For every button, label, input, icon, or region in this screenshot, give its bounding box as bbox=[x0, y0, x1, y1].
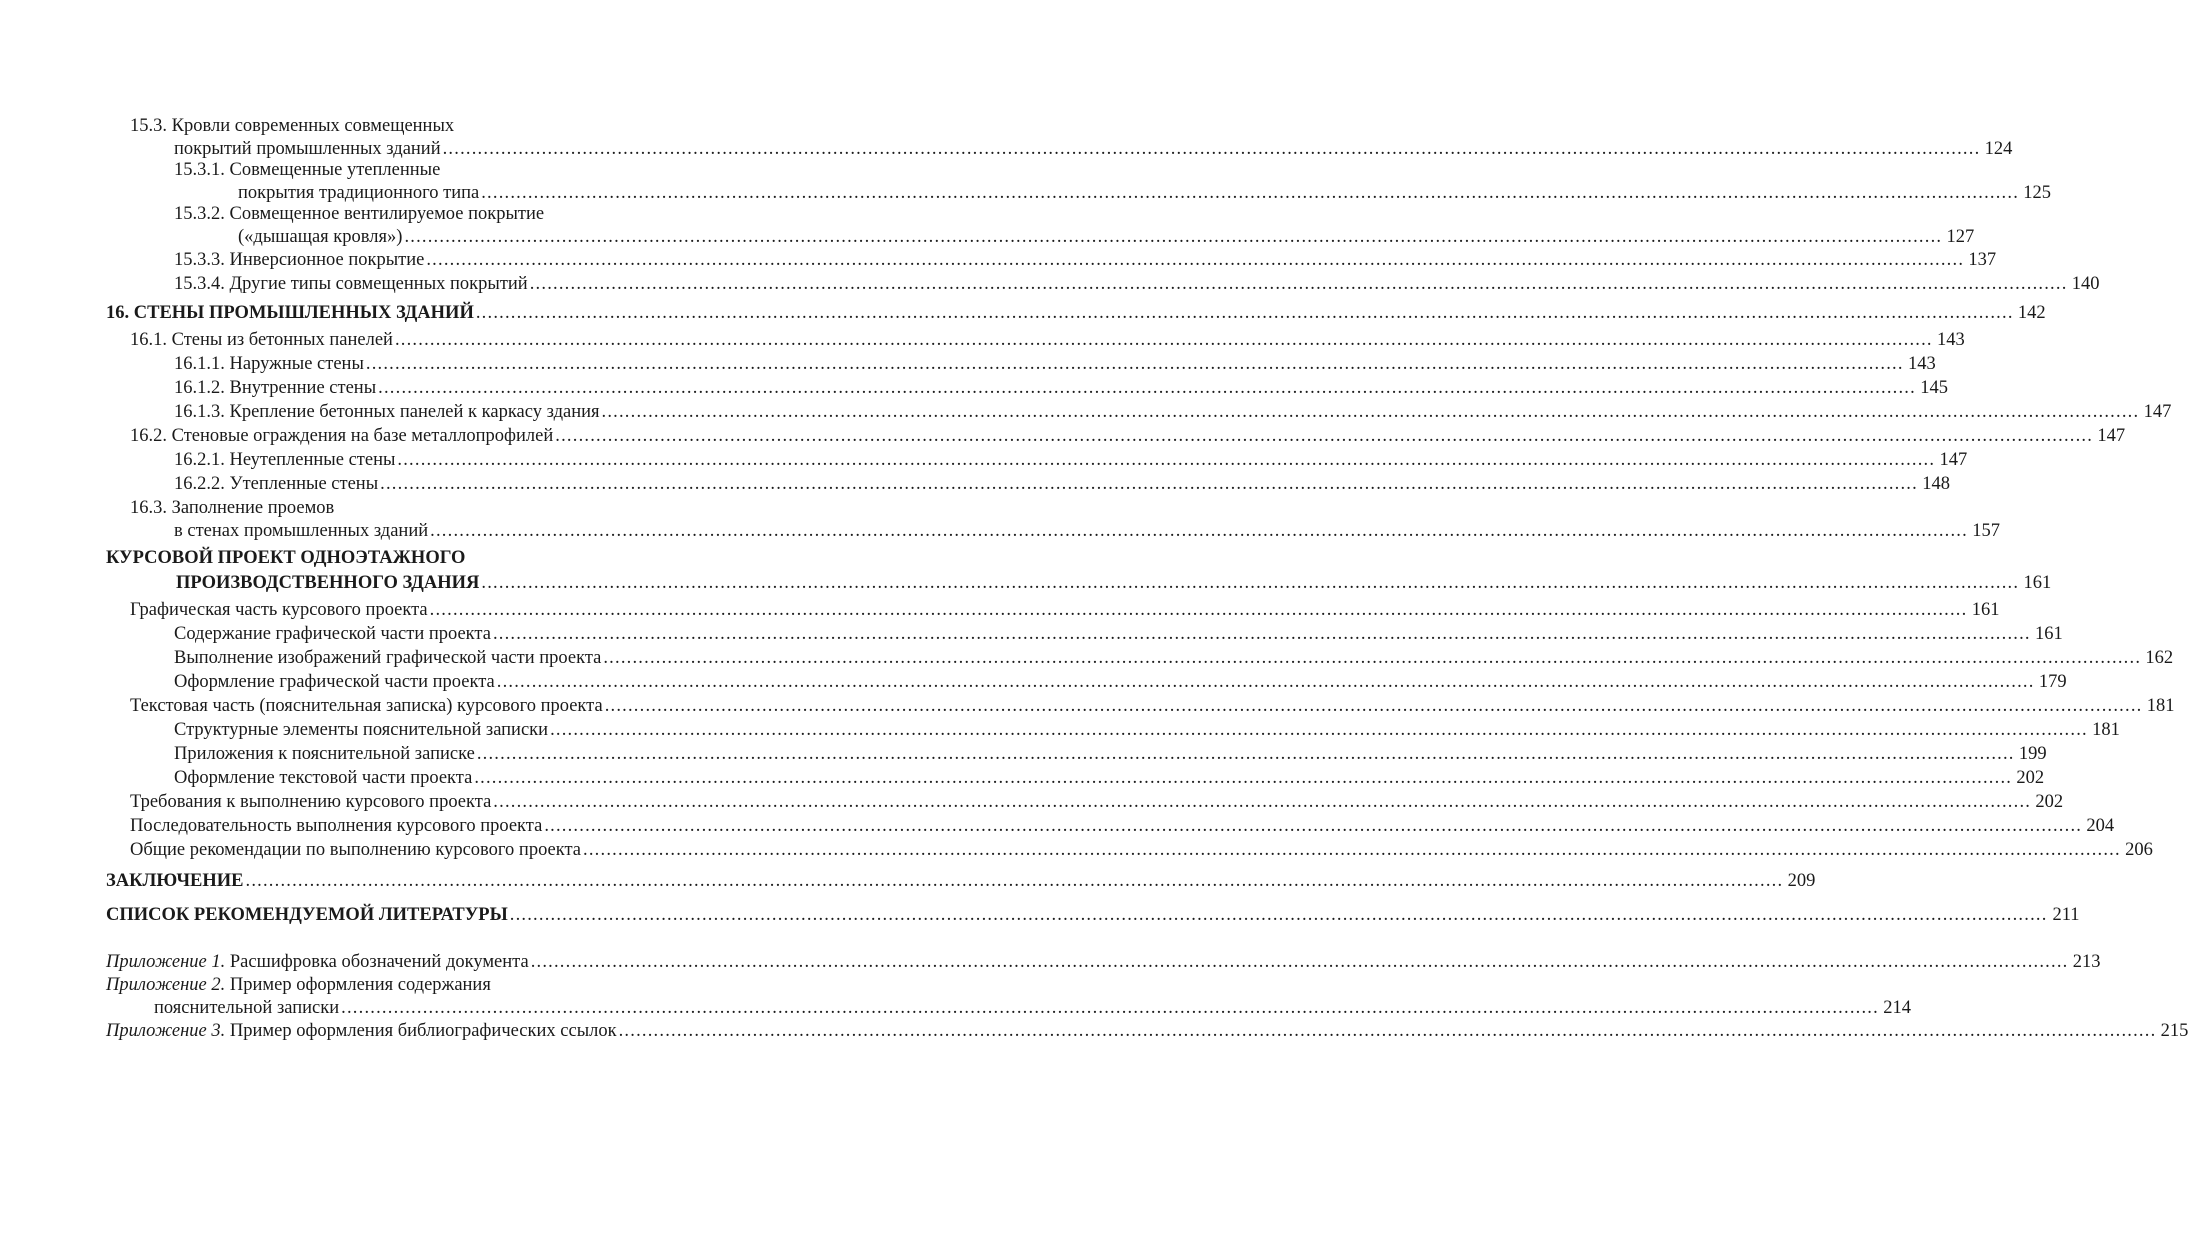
toc-page-number: 179 bbox=[2038, 672, 2067, 692]
toc-page-number: 125 bbox=[2023, 183, 2052, 203]
leader-dots bbox=[530, 273, 2068, 296]
toc-entry-title-line1: 15.3.2. Совмещенное вентилируемое покрытие bbox=[174, 204, 545, 224]
toc-page-number: 137 bbox=[1968, 250, 1997, 270]
toc-entry-text-design[interactable] bbox=[106, 767, 2045, 790]
toc-entry-15-3[interactable] bbox=[106, 115, 2013, 161]
toc-entry-graphic-content[interactable] bbox=[106, 623, 2063, 646]
toc-entry-title-line1: 15.3. Кровли современных совмещенных bbox=[130, 116, 455, 136]
leader-dots bbox=[477, 743, 2015, 766]
toc-entry-title: Требования к выполнению курсового проекта bbox=[130, 792, 492, 812]
leader-dots bbox=[583, 839, 2121, 862]
toc-entry-title: 16. СТЕНЫ ПРОМЫШЛЕННЫХ ЗДАНИЙ bbox=[106, 303, 474, 323]
leader-dots bbox=[443, 138, 1981, 161]
toc-entry-title: 16.1.2. Внутренние стены bbox=[174, 378, 377, 398]
leader-dots bbox=[404, 226, 1942, 249]
toc-entry-16-1-2[interactable] bbox=[106, 377, 1948, 400]
toc-page-number: 143 bbox=[1907, 354, 1936, 374]
leader-dots bbox=[497, 671, 2035, 694]
toc-page-number: 143 bbox=[1937, 330, 1965, 350]
toc-page-number: 147 bbox=[2143, 402, 2172, 422]
leader-dots bbox=[378, 377, 1916, 400]
toc-entry-title: Последовательность выполнения курсового проекта bbox=[130, 816, 543, 836]
toc-entry-16[interactable] bbox=[106, 302, 2046, 325]
toc-page-number: 140 bbox=[2071, 274, 2100, 294]
appendix-label: Приложение 3. bbox=[106, 1021, 226, 1041]
toc-page-number: 202 bbox=[2016, 768, 2045, 788]
toc-page-number: 161 bbox=[1971, 600, 2000, 620]
toc-entry-graphic-design[interactable] bbox=[106, 671, 2067, 694]
toc-entry-title-line2: покрытий промышленных зданий bbox=[174, 139, 441, 159]
leader-dots bbox=[550, 719, 2088, 742]
toc-entry-graphic-part[interactable] bbox=[106, 599, 2000, 622]
toc-entry-title: 16.1. Стены из бетонных панелей bbox=[130, 330, 393, 350]
leader-dots bbox=[605, 695, 2143, 718]
toc-entry-title-line2: ПРОИЗВОДСТВЕННОГО ЗДАНИЯ bbox=[176, 573, 480, 593]
toc-entry-title: СПИСОК РЕКОМЕНДУЕМОЙ ЛИТЕРАТУРЫ bbox=[106, 905, 508, 925]
toc-entry-title: Оформление текстовой части проекта bbox=[174, 768, 473, 788]
toc-entry-title: 15.3.3. Инверсионное покрытие bbox=[174, 250, 425, 270]
toc-entry-16-2-2[interactable] bbox=[106, 473, 1950, 496]
toc-entry-text-part[interactable] bbox=[106, 695, 2175, 718]
toc-entry-title-line1: 16.3. Заполнение проемов bbox=[130, 498, 335, 518]
leader-dots bbox=[395, 329, 1933, 352]
toc-entry-title: Оформление графической части проекта bbox=[174, 672, 495, 692]
toc-entry-text-appendices[interactable] bbox=[106, 743, 2047, 766]
toc-entry-title: Выполнение изображений графической части проекта bbox=[174, 648, 602, 668]
toc-page-number: 157 bbox=[1972, 521, 2000, 541]
toc-page-number: 161 bbox=[2035, 624, 2063, 644]
leader-dots bbox=[430, 520, 1968, 543]
toc-page-number: 147 bbox=[1939, 450, 1968, 470]
toc-page-number: 148 bbox=[1922, 474, 1950, 494]
toc-entry-title-line2: пояснительной записки bbox=[154, 998, 340, 1018]
toc-page-number: 206 bbox=[2125, 840, 2153, 860]
toc-page-number: 161 bbox=[2023, 573, 2052, 593]
toc-entry-16-3[interactable] bbox=[106, 497, 2000, 543]
toc-entry-title-line1: КУРСОВОЙ ПРОЕКТ ОДНОЭТАЖНОГО bbox=[106, 548, 466, 568]
toc-entry-conclusion[interactable] bbox=[106, 870, 1816, 893]
leader-dots bbox=[510, 904, 2048, 927]
toc-entry-course-project[interactable] bbox=[106, 547, 2052, 595]
toc-entry-title: Приложения к пояснительной записке bbox=[174, 744, 475, 764]
toc-entry-title: 15.3.4. Другие типы совмещенных покрытий bbox=[174, 274, 528, 294]
toc-entry-title: Структурные элементы пояснительной записки bbox=[174, 720, 549, 740]
toc-page-number: 124 bbox=[1984, 139, 2013, 159]
toc-entry-bibliography[interactable] bbox=[106, 904, 2080, 927]
toc-entry-title: 16.1.3. Крепление бетонных панелей к каркасу здания bbox=[174, 402, 600, 422]
leader-dots bbox=[481, 182, 2019, 205]
toc-entry-title: Содержание графической части проекта bbox=[174, 624, 491, 644]
leader-dots bbox=[555, 425, 2093, 448]
leader-dots bbox=[602, 401, 2140, 424]
toc-page-number: 209 bbox=[1787, 871, 1816, 891]
leader-dots bbox=[366, 353, 1904, 376]
toc-entry-sequence[interactable] bbox=[106, 815, 2115, 838]
toc-entry-16-2[interactable] bbox=[106, 425, 2126, 448]
toc-entry-16-1[interactable] bbox=[106, 329, 1965, 352]
toc-entry-15-3-4[interactable] bbox=[106, 273, 2100, 296]
leader-dots bbox=[531, 951, 2069, 974]
toc-entry-appendix-1[interactable] bbox=[106, 951, 2101, 974]
toc-entry-15-3-3[interactable] bbox=[106, 249, 1997, 272]
toc-entry-title: Графическая часть курсового проекта bbox=[130, 600, 428, 620]
leader-dots bbox=[619, 1020, 2157, 1043]
leader-dots bbox=[544, 815, 2082, 838]
toc-entry-title: 16.2.2. Утепленные стены bbox=[174, 474, 379, 494]
leader-dots bbox=[426, 249, 1964, 272]
leader-dots bbox=[493, 791, 2031, 814]
toc-entry-16-1-3[interactable] bbox=[106, 401, 2172, 424]
leader-dots bbox=[476, 302, 2014, 325]
toc-entry-title: 16.1.1. Наружные стены bbox=[174, 354, 364, 374]
toc-entry-15-3-2[interactable] bbox=[106, 203, 1975, 249]
toc-entry-title: Пример оформления библиографических ссылок bbox=[229, 1021, 617, 1041]
toc-entry-title-line2: покрытия традиционного типа bbox=[238, 183, 480, 203]
toc-entry-16-1-1[interactable] bbox=[106, 353, 1936, 376]
toc-entry-title-line2: («дышащая кровля») bbox=[238, 227, 403, 247]
toc-page-number: 204 bbox=[2086, 816, 2115, 836]
toc-entry-appendix-3[interactable] bbox=[106, 1020, 2188, 1043]
toc-page-number: 181 bbox=[2092, 720, 2120, 740]
toc-entry-title: 16.2. Стеновые ограждения на базе металлопрофилей bbox=[130, 426, 554, 446]
leader-dots bbox=[493, 623, 2031, 646]
leader-dots bbox=[474, 767, 2012, 790]
toc-page-number: 214 bbox=[1883, 998, 1911, 1018]
leader-dots bbox=[397, 449, 1935, 472]
toc-page-number: 211 bbox=[2052, 905, 2080, 925]
toc-entry-text-structure[interactable] bbox=[106, 719, 2120, 742]
toc-entry-15-3-1[interactable] bbox=[106, 159, 2052, 205]
toc-entry-requirements[interactable] bbox=[106, 791, 2064, 814]
toc-entry-title: Расшифровка обозначений документа bbox=[229, 952, 529, 972]
toc-page-number: 199 bbox=[2018, 744, 2047, 764]
toc-page-number: 145 bbox=[1920, 378, 1948, 398]
toc-entry-title: 16.2.1. Неутепленные стены bbox=[174, 450, 396, 470]
toc-page-number: 127 bbox=[1946, 227, 1975, 247]
leader-dots bbox=[430, 599, 1968, 622]
toc-entry-title-line1: 15.3.1. Совмещенные утепленные bbox=[174, 160, 441, 180]
toc-page-number: 181 bbox=[2146, 696, 2175, 716]
leader-dots bbox=[246, 870, 1784, 893]
toc-entry-appendix-2[interactable] bbox=[106, 974, 1911, 1020]
appendix-label: Приложение 1. bbox=[106, 952, 226, 972]
toc-entry-recommendations[interactable] bbox=[106, 839, 2153, 862]
leader-dots bbox=[341, 997, 1879, 1020]
toc-entry-title: Текстовая часть (пояснительная записка) курсового проекта bbox=[130, 696, 603, 716]
leader-dots bbox=[380, 473, 1918, 496]
toc-page-number: 147 bbox=[2097, 426, 2126, 446]
appendix-label: Приложение 2. bbox=[106, 975, 226, 995]
toc-entry-title-line1: Пример оформления содержания bbox=[229, 975, 491, 995]
toc-page-number: 142 bbox=[2017, 303, 2046, 323]
toc-page-number: 213 bbox=[2072, 952, 2101, 972]
toc-page-number: 215 bbox=[2160, 1021, 2188, 1041]
toc-page-number: 162 bbox=[2145, 648, 2174, 668]
toc-entry-16-2-1[interactable] bbox=[106, 449, 1968, 472]
leader-dots bbox=[603, 647, 2141, 670]
leader-dots bbox=[481, 572, 2019, 595]
toc-entry-graphic-images[interactable] bbox=[106, 647, 2174, 670]
toc-entry-title: Общие рекомендации по выполнению курсового проекта bbox=[130, 840, 582, 860]
toc-entry-title: ЗАКЛЮЧЕНИЕ bbox=[106, 871, 244, 891]
toc-page-number: 202 bbox=[2035, 792, 2064, 812]
toc-entry-title-line2: в стенах промышленных зданий bbox=[174, 521, 429, 541]
